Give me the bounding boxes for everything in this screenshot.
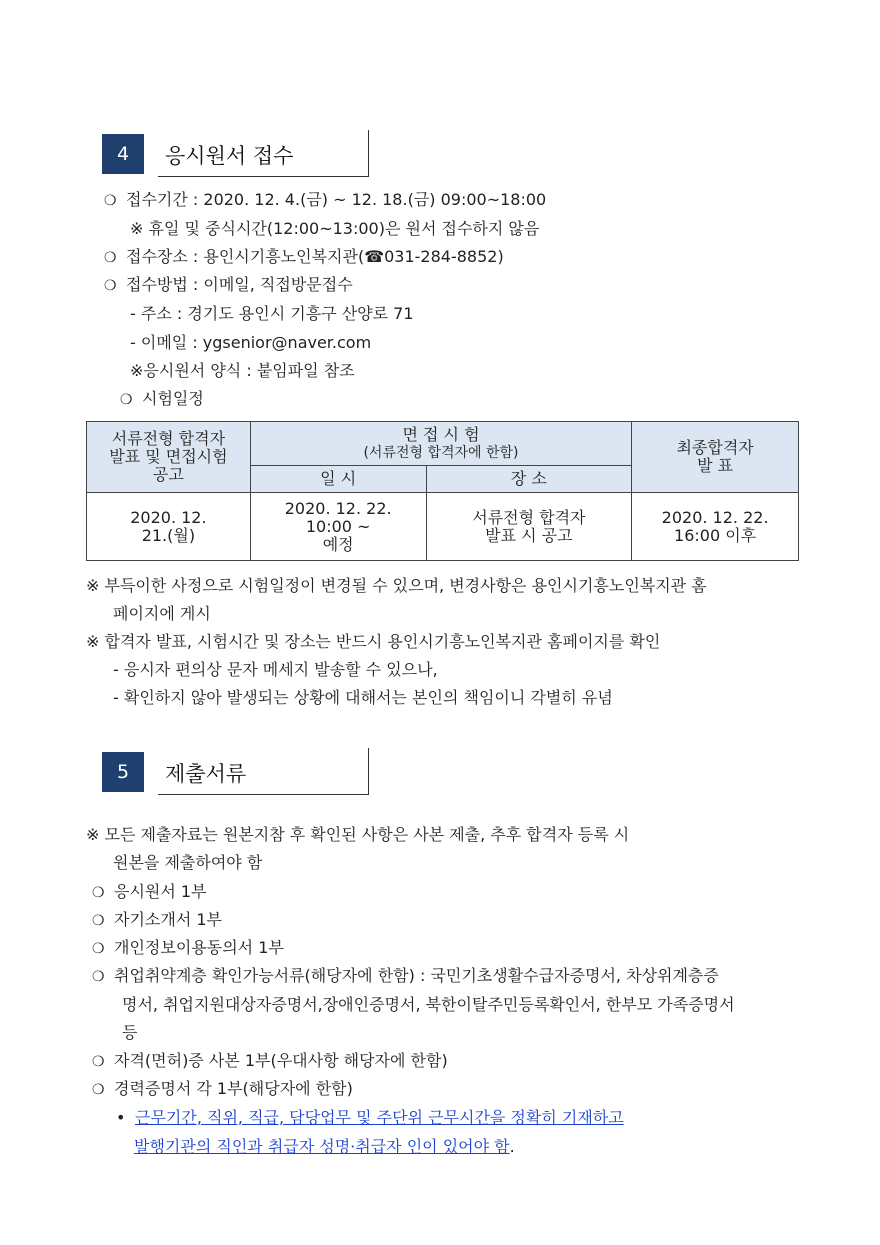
section-5-divider-h (158, 794, 369, 795)
doc-item-career: ❍ 경력증명서 각 1부(해당자에 한함) (92, 1079, 353, 1098)
cell-interview-location: 서류전형 합격자 발표 시 공고 (426, 493, 632, 561)
section-4-divider-v (368, 130, 369, 176)
cell-final-result-date: 2020. 12. 22. 16:00 이후 (632, 493, 799, 561)
form-note: ※응시원서 양식 : 붙임파일 참조 (130, 361, 355, 380)
email-line: - 이메일 : ygsenior@naver.com (130, 333, 372, 352)
bullet-dot-icon: • (116, 1108, 126, 1127)
doc-item-vulnerable-proof-cont1: 명서, 취업지원대상자증명서,장애인증명서, 북한이탈주민등록확인서, 한부모 가족증명서 (122, 995, 735, 1014)
reception-method: ❍ 접수방법 : 이메일, 직접방문접수 (104, 275, 353, 294)
schedule-table (86, 421, 799, 561)
doc-item-license: ❍ 자격(면허)증 사본 1부(우대사항 해당자에 한함) (92, 1051, 448, 1070)
doc-item-privacy-consent: ❍ 개인정보이용동의서 1부 (92, 938, 284, 957)
original-docs-note-cont: 원본을 제출하여야 함 (113, 853, 263, 872)
section-5-number: 5 (102, 752, 144, 792)
doc-item-vulnerable-proof-cont2: 등 (122, 1023, 138, 1042)
career-detail-link2[interactable]: 발행기관의 직인과 취급자 성명·취급자 인이 있어야 함 (134, 1137, 510, 1156)
reception-period: ❍ 접수기간 : 2020. 12. 4.(금) ~ 12. 18.(금) 09:00~18:00 (104, 190, 547, 209)
section-4-number: 4 (102, 134, 144, 174)
doc-item-application: ❍ 응시원서 1부 (92, 882, 207, 901)
career-detail-line1 (116, 1108, 624, 1128)
schedule-heading: ❍ 시험일정 (120, 389, 204, 408)
responsibility-note: - 확인하지 않아 발생되는 상황에 대해서는 본인의 책임이니 각별히 유념 (113, 688, 613, 707)
address-line: - 주소 : 경기도 용인시 기흥구 산양로 71 (130, 304, 414, 323)
doc-item-self-intro: ❍ 자기소개서 1부 (92, 910, 223, 929)
header-document-result: 서류전형 합격자 발표 및 면접시험 공고 (87, 422, 251, 493)
header-interview: 면 접 시 험 (서류전형 합격자에 한함) (250, 422, 631, 466)
career-detail-line2: 발행기관의 직인과 취급자 성명·취급자 인이 있어야 함. (134, 1137, 515, 1156)
schedule-change-note: ※ 부득이한 사정으로 시험일정이 변경될 수 있으며, 변경사항은 용인시기흥노인복지관 홈 (86, 576, 707, 595)
cell-interview-datetime: 2020. 12. 22. 10:00 ~ 예정 (250, 493, 426, 561)
section-4-divider-h (158, 176, 369, 177)
cell-document-result-date: 2020. 12. 21.(월) (87, 493, 251, 561)
reception-place: ❍ 접수장소 : 용인시기흥노인복지관(☎031-284-8852) (104, 247, 504, 266)
career-detail-link1[interactable]: 근무기간, 직위, 직급, 담당업무 및 주단위 근무시간을 정확히 기재하고 (135, 1108, 624, 1127)
schedule-change-note-cont: 페이지에 게시 (113, 604, 211, 623)
result-check-note: ※ 합격자 발표, 시험시간 및 장소는 반드시 용인시기흥노인복지관 홈페이지를 확인 (86, 632, 661, 651)
reception-note: ※ 휴일 및 중식시간(12:00~13:00)은 원서 접수하지 않음 (130, 219, 540, 238)
doc-item-vulnerable-proof: ❍ 취업취약계층 확인가능서류(해당자에 한함) : 국민기초생활수급자증명서, 차상위계층증 (92, 966, 719, 985)
sms-note: - 응시자 편의상 문자 메세지 발송할 수 있으나, (113, 660, 438, 679)
section-5-title: 제출서류 (165, 762, 247, 786)
section-4-title: 응시원서 접수 (165, 144, 294, 168)
original-docs-note: ※ 모든 제출자료는 원본지참 후 확인된 사항은 사본 제출, 추후 합격자 등록 시 (86, 825, 630, 844)
header-final-result: 최종합격자 발 표 (632, 422, 799, 493)
header-datetime: 일 시 (250, 466, 426, 493)
section-5-divider-v (368, 748, 369, 794)
header-location: 장 소 (426, 466, 632, 493)
